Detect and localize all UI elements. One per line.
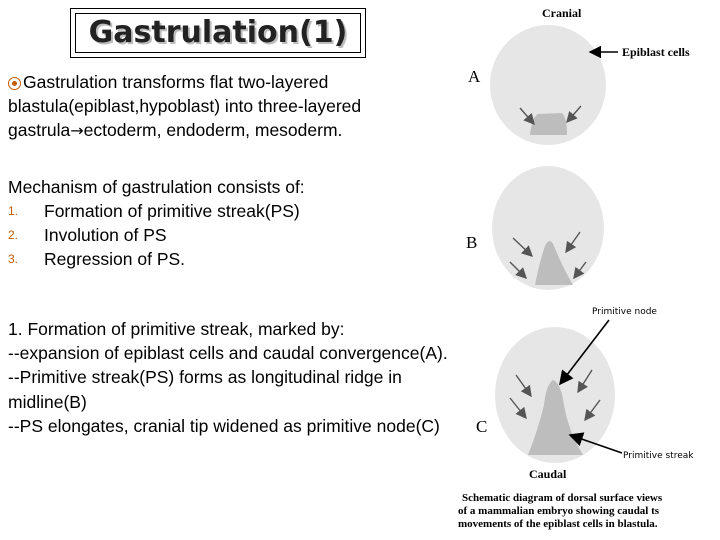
title-box (70, 8, 366, 58)
streak-shape-a (530, 113, 567, 135)
formation-heading: 1. Formation of primitive streak, marked by: (8, 319, 345, 339)
figure-label-c: C (476, 417, 488, 436)
list-number: 3. (8, 252, 19, 266)
mechanism-item-text: Involution of PS (44, 225, 167, 245)
figure-label-a: A (468, 67, 481, 86)
formation-point: --Primitive streak(PS) forms as longitudinal ridge in midline(B) (8, 367, 402, 412)
mechanism-item (8, 223, 438, 247)
formation-section (8, 317, 448, 438)
formation-point: --expansion of epiblast cells and caudal convergence(A). (8, 343, 448, 364)
cranial-label: Cranial (542, 6, 582, 20)
intro-text-after: ectoderm, endoderm, mesoderm. (83, 120, 343, 140)
bullet-icon (8, 77, 21, 90)
mechanism-item (8, 247, 438, 271)
mechanism-item (8, 199, 438, 223)
figure-label-b: B (466, 233, 478, 252)
intro-paragraph (8, 70, 438, 143)
gastrulation-diagram (440, 0, 720, 540)
caption-line: of a mammalian embryo showing caudal ts (458, 505, 660, 517)
list-number: 2. (8, 228, 19, 242)
mechanism-item-text: Regression of PS. (44, 249, 186, 269)
epiblast-cells-label: Epiblast cells (622, 45, 690, 59)
caption-line: Schematic diagram of dorsal surface views (462, 492, 663, 504)
primitive-streak-label: Primitive streak (623, 451, 694, 461)
mechanism-item-text: Formation of primitive streak(PS) (44, 201, 300, 221)
mechanism-section (8, 175, 438, 271)
mechanism-heading: Mechanism of gastrulation consists of: (8, 177, 305, 197)
caudal-label: Caudal (529, 467, 567, 481)
primitive-node-label: Primitive node (592, 307, 657, 317)
caption-line: movements of the epiblast cells in blastula. (458, 518, 658, 530)
formation-point: --PS elongates, cranial tip widened as primitive node(C) (8, 415, 440, 436)
right-arrow-icon: → (70, 121, 84, 140)
list-number: 1. (8, 204, 19, 218)
intro-text-before: Gastrulation transforms flat two-layered blastula(epiblast,hypoblast) into three-layered gastrula (8, 72, 362, 140)
slide-title: Gastrulation(1) (88, 15, 348, 50)
